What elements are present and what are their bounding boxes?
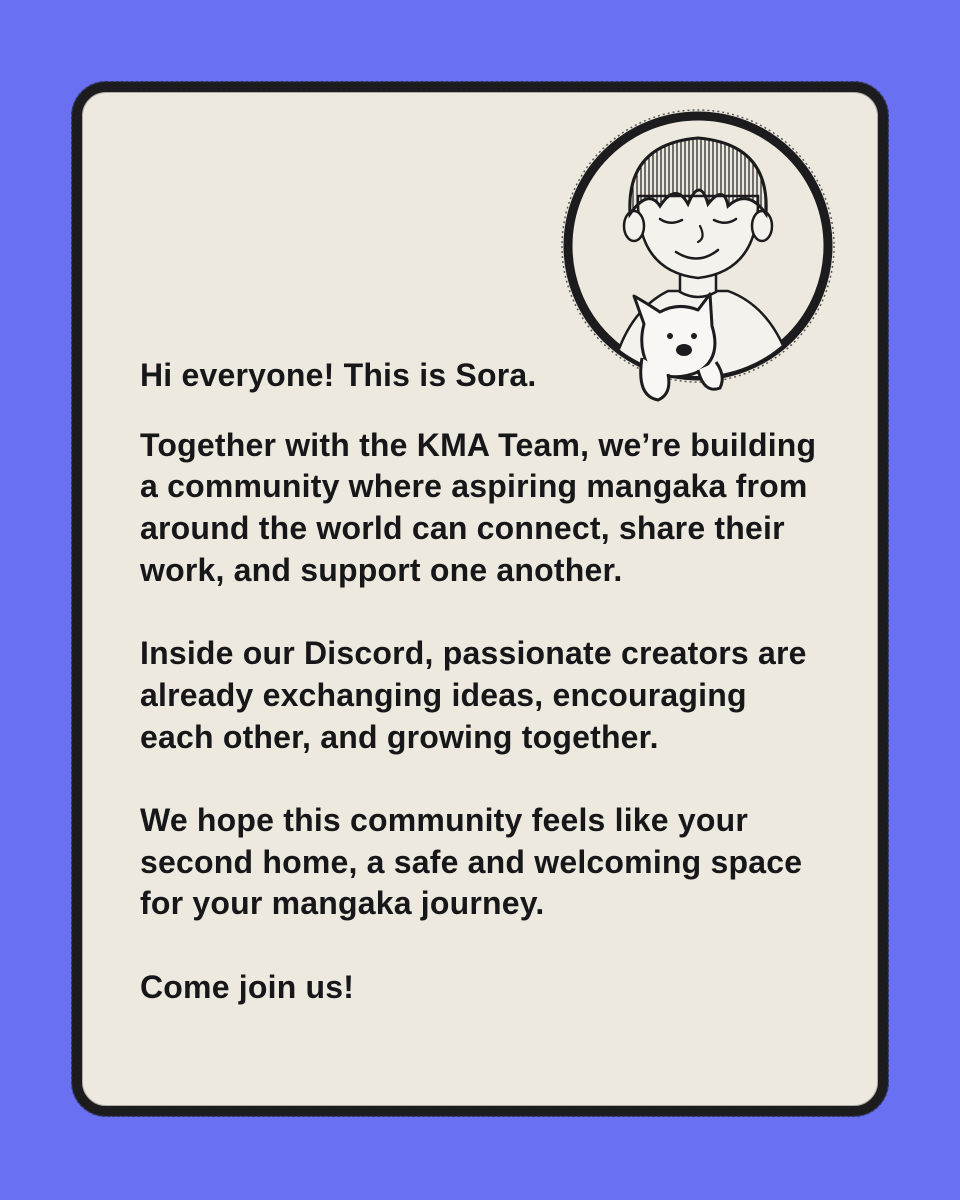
message-text [140, 355, 820, 1009]
paragraph-discord: Inside our Discord, passionate creators are already exchanging ideas, encouraging each other, and growing together. [140, 635, 807, 755]
greeting-text: Hi everyone! This is Sora. [140, 357, 537, 393]
paragraph-home: We hope this community feels like your second home, a safe and welcoming space for your mangaka journey. [140, 802, 803, 922]
paragraph-community: Together with the KMA Team, we’re building a community where aspiring mangaka from around the world can connect, share their work, and support one another. [140, 426, 817, 588]
closing-text: Come join us! [140, 968, 355, 1005]
